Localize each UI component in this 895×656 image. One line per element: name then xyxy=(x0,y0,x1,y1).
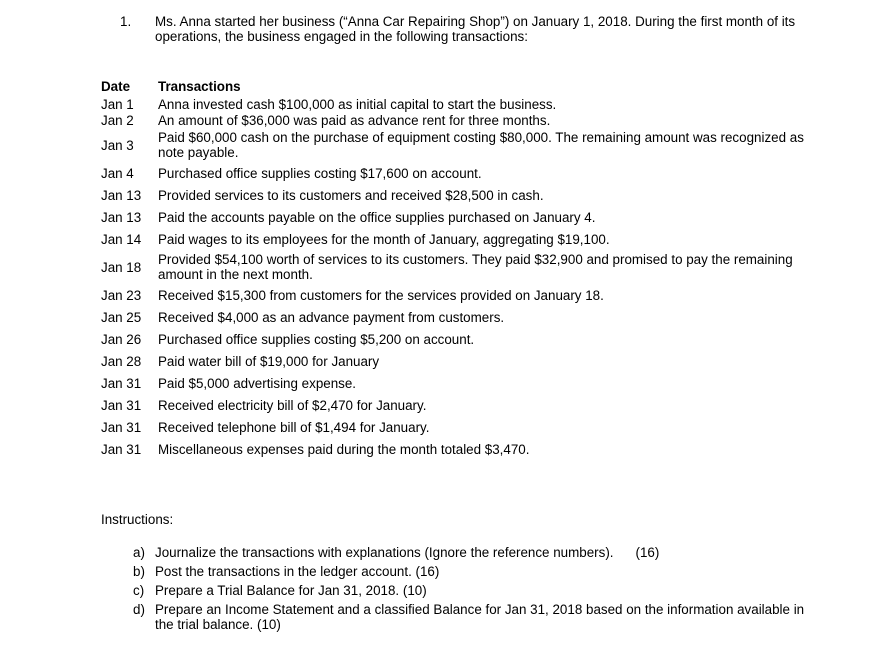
table-row xyxy=(101,350,821,372)
instructions-heading: Instructions: xyxy=(101,512,174,527)
list-item xyxy=(133,602,823,632)
item-text xyxy=(155,545,823,560)
row-date: Jan 3 xyxy=(101,137,134,153)
row-date: Jan 26 xyxy=(101,331,142,347)
table-row xyxy=(101,96,821,112)
list-item xyxy=(133,564,823,579)
item-letter: d) xyxy=(133,602,145,617)
row-transaction: Received telephone bill of $1,494 for January. xyxy=(158,419,430,435)
row-date: Jan 14 xyxy=(101,231,142,247)
row-transaction: Purchased office supplies costing $5,200 on account. xyxy=(158,331,475,347)
row-date: Jan 31 xyxy=(101,441,142,457)
transactions-table xyxy=(101,76,821,460)
table-header-row xyxy=(101,76,821,96)
table-row xyxy=(101,306,821,328)
list-item xyxy=(133,583,823,598)
question-number: 1. xyxy=(120,14,132,29)
table-row xyxy=(101,184,821,206)
item-text: Prepare a Trial Balance for Jan 31, 2018. (10) xyxy=(155,583,427,598)
row-transaction: Provided services to its customers and received $28,500 in cash. xyxy=(158,187,544,203)
item-letter: c) xyxy=(133,583,145,598)
row-transaction: Paid $5,000 advertising expense. xyxy=(158,375,357,391)
row-date: Jan 4 xyxy=(101,165,134,181)
row-transaction: Provided $54,100 worth of services to its customers. They paid $32,900 and promised to pay the remaining amount in the next month. xyxy=(158,252,793,282)
row-transaction: Paid $60,000 cash on the purchase of equipment costing $80,000. The remaining amount was recognized as note payable. xyxy=(158,130,804,160)
row-date: Jan 31 xyxy=(101,375,142,391)
row-transaction: Paid the accounts payable on the office supplies purchased on January 4. xyxy=(158,209,596,225)
header-date: Date xyxy=(101,78,131,94)
item-text: Post the transactions in the ledger account. (16) xyxy=(155,564,440,579)
table-row xyxy=(101,328,821,350)
row-date: Jan 1 xyxy=(101,96,134,112)
item-text-body: Journalize the transactions with explanations (Ignore the reference numbers). xyxy=(155,545,614,560)
table-row xyxy=(101,162,821,184)
row-date: Jan 25 xyxy=(101,309,142,325)
row-date: Jan 13 xyxy=(101,209,142,225)
item-letter: b) xyxy=(133,564,145,579)
table-row xyxy=(101,112,821,128)
table-row xyxy=(101,394,821,416)
table-row xyxy=(101,284,821,306)
table-row xyxy=(101,128,821,162)
table-row xyxy=(101,250,821,284)
item-text: Prepare an Income Statement and a classified Balance for Jan 31, 2018 based on the information available in the trial balance. (10) xyxy=(155,602,805,632)
row-date: Jan 2 xyxy=(101,112,134,128)
row-date: Jan 28 xyxy=(101,353,142,369)
row-transaction: Purchased office supplies costing $17,600 on account. xyxy=(158,165,482,181)
row-transaction: Miscellaneous expenses paid during the month totaled $3,470. xyxy=(158,441,530,457)
row-date: Jan 18 xyxy=(101,259,142,275)
list-item xyxy=(133,545,823,560)
table-row xyxy=(101,438,821,460)
row-date: Jan 13 xyxy=(101,187,142,203)
instructions-list xyxy=(133,545,823,636)
row-transaction: Received $15,300 from customers for the services provided on January 18. xyxy=(158,287,604,303)
question-text: Ms. Anna started her business (“Anna Car Repairing Shop”) on January 1, 2018. During the first month of its operations, the business engaged in the following transactions: xyxy=(155,14,796,44)
table-row xyxy=(101,228,821,250)
row-transaction: Paid water bill of $19,000 for January xyxy=(158,353,380,369)
row-transaction: Received electricity bill of $2,470 for January. xyxy=(158,397,427,413)
row-date: Jan 31 xyxy=(101,397,142,413)
table-row xyxy=(101,206,821,228)
row-transaction: Paid wages to its employees for the month of January, aggregating $19,100. xyxy=(158,231,610,247)
row-transaction: Anna invested cash $100,000 as initial capital to start the business. xyxy=(158,96,557,112)
row-transaction: Received $4,000 as an advance payment from customers. xyxy=(158,309,505,325)
item-letter: a) xyxy=(133,545,145,560)
row-date: Jan 23 xyxy=(101,287,142,303)
table-row xyxy=(101,416,821,438)
header-transactions: Transactions xyxy=(158,78,241,94)
row-transaction: An amount of $36,000 was paid as advance rent for three months. xyxy=(158,112,551,128)
table-row xyxy=(101,372,821,394)
row-date: Jan 31 xyxy=(101,419,142,435)
item-marks: (16) xyxy=(635,545,660,560)
